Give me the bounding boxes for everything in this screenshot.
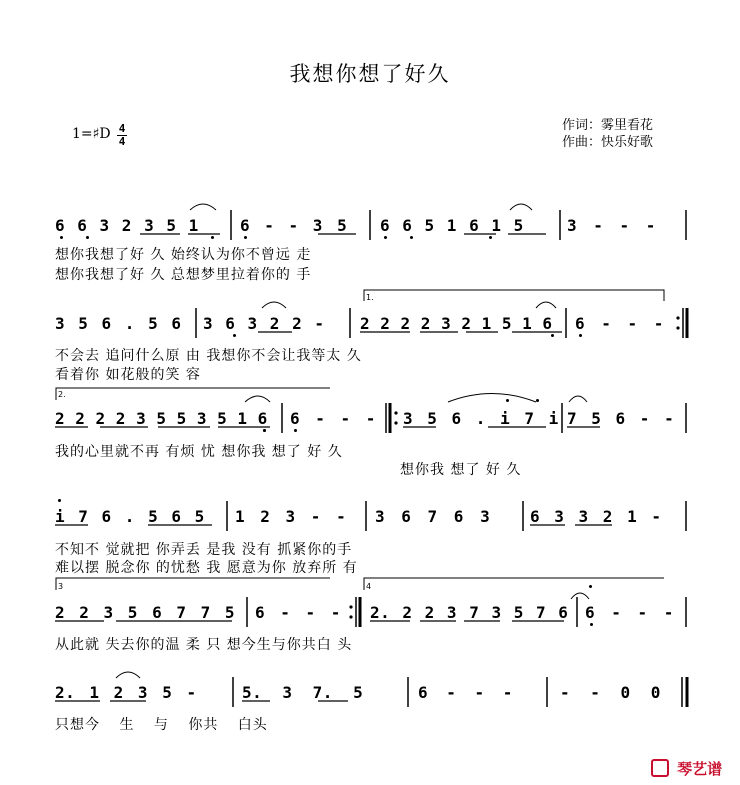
measure-notes: 6 - - - (255, 603, 341, 622)
measure-notes: 6 - - 3 5 (240, 216, 348, 235)
measure-notes: 2. 2 2 3 7 3 5 7 6 (370, 603, 569, 622)
lyric-line: 难以摆 脱念你 的忧愁 我 愿意为你 放弃所 有 (55, 560, 358, 576)
key-signature: 1=♯D (72, 126, 111, 142)
measure-notes: 6 - - - (418, 683, 513, 702)
measure-notes: 2 2 3 5 6 7 7 5 (55, 603, 235, 622)
composer-credit: 作曲：快乐好歌 (562, 135, 654, 150)
lyric-line: 只想今 生 与 你共 白头 (55, 717, 268, 733)
lyric-line: 想你我 想了 好 久 (400, 462, 522, 478)
lyric-line: 我的心里就不再 有烦 忧 想你我 想了 好 久 (55, 444, 343, 460)
measure-notes: 6 6 5 1 6 1 5 (380, 216, 524, 235)
lyric-line: 看着你 如花般的笑 容 (55, 367, 201, 383)
measure-notes: 6 6 3 2 3 5 1 (55, 216, 199, 235)
measure-notes: 1 2 3 - - (235, 507, 347, 526)
lyricist-credit: 作词：雾里看花 (562, 118, 654, 133)
lyric-line: 想你我想了好 久 始终认为你不曾远 走 (55, 247, 312, 263)
lyric-line: 从此就 失去你的温 柔 只 想今生与你共白 头 (55, 637, 353, 653)
measure-notes: 3 6 3 2 2 - (203, 314, 325, 333)
measure-notes: 2 2 2 2 3 5 5 3 5 1 6 (55, 409, 268, 428)
measure-notes: 6 - - - (575, 314, 664, 333)
measure-notes: 2 2 2 2 3 2 1 5 1 6 (360, 314, 553, 333)
volta-label: 3 (58, 582, 64, 591)
time-signature-top: 4 (118, 122, 126, 135)
measure-notes: 3 5 6 . i 7 i (403, 409, 559, 428)
logo-mark-icon (651, 759, 669, 777)
site-logo (651, 758, 722, 779)
song-title: 我想你想了好久 (289, 62, 451, 86)
measure-notes: - - 0 0 (560, 683, 661, 702)
measure-notes: 3 6 7 6 3 (375, 507, 491, 526)
lyric-line: 不会去 追问什么原 由 我想你不会让我等太 久 (55, 348, 362, 364)
measure-notes: 6 - - - (290, 409, 376, 428)
volta-label: 2. (58, 390, 66, 399)
logo-text: 琴艺谱 (677, 760, 723, 778)
measure-notes: 5. 3 7. 5 (242, 683, 364, 702)
volta-label: 1. (366, 293, 374, 302)
measure-notes: 3 5 6 . 5 6 (55, 314, 182, 333)
measure-notes: 6 - - - (585, 603, 674, 622)
measure-notes: 3 - - - (567, 216, 656, 235)
time-signature-bottom: 4 (118, 135, 126, 148)
measure-notes: 6 3 3 2 1 - (530, 507, 662, 526)
lyric-line: 不知不 觉就把 你弄丢 是我 没有 抓紧你的手 (55, 542, 353, 558)
volta-label: 4 (366, 582, 372, 591)
measure-notes: 7 5 6 - - (567, 409, 675, 428)
measure-notes: 2. 1 2 3 5 - (55, 683, 197, 702)
measure-notes: i 7 6 . 5 6 5 (55, 507, 205, 526)
lyric-line: 想你我想了好 久 总想梦里拉着你的 手 (55, 267, 312, 283)
